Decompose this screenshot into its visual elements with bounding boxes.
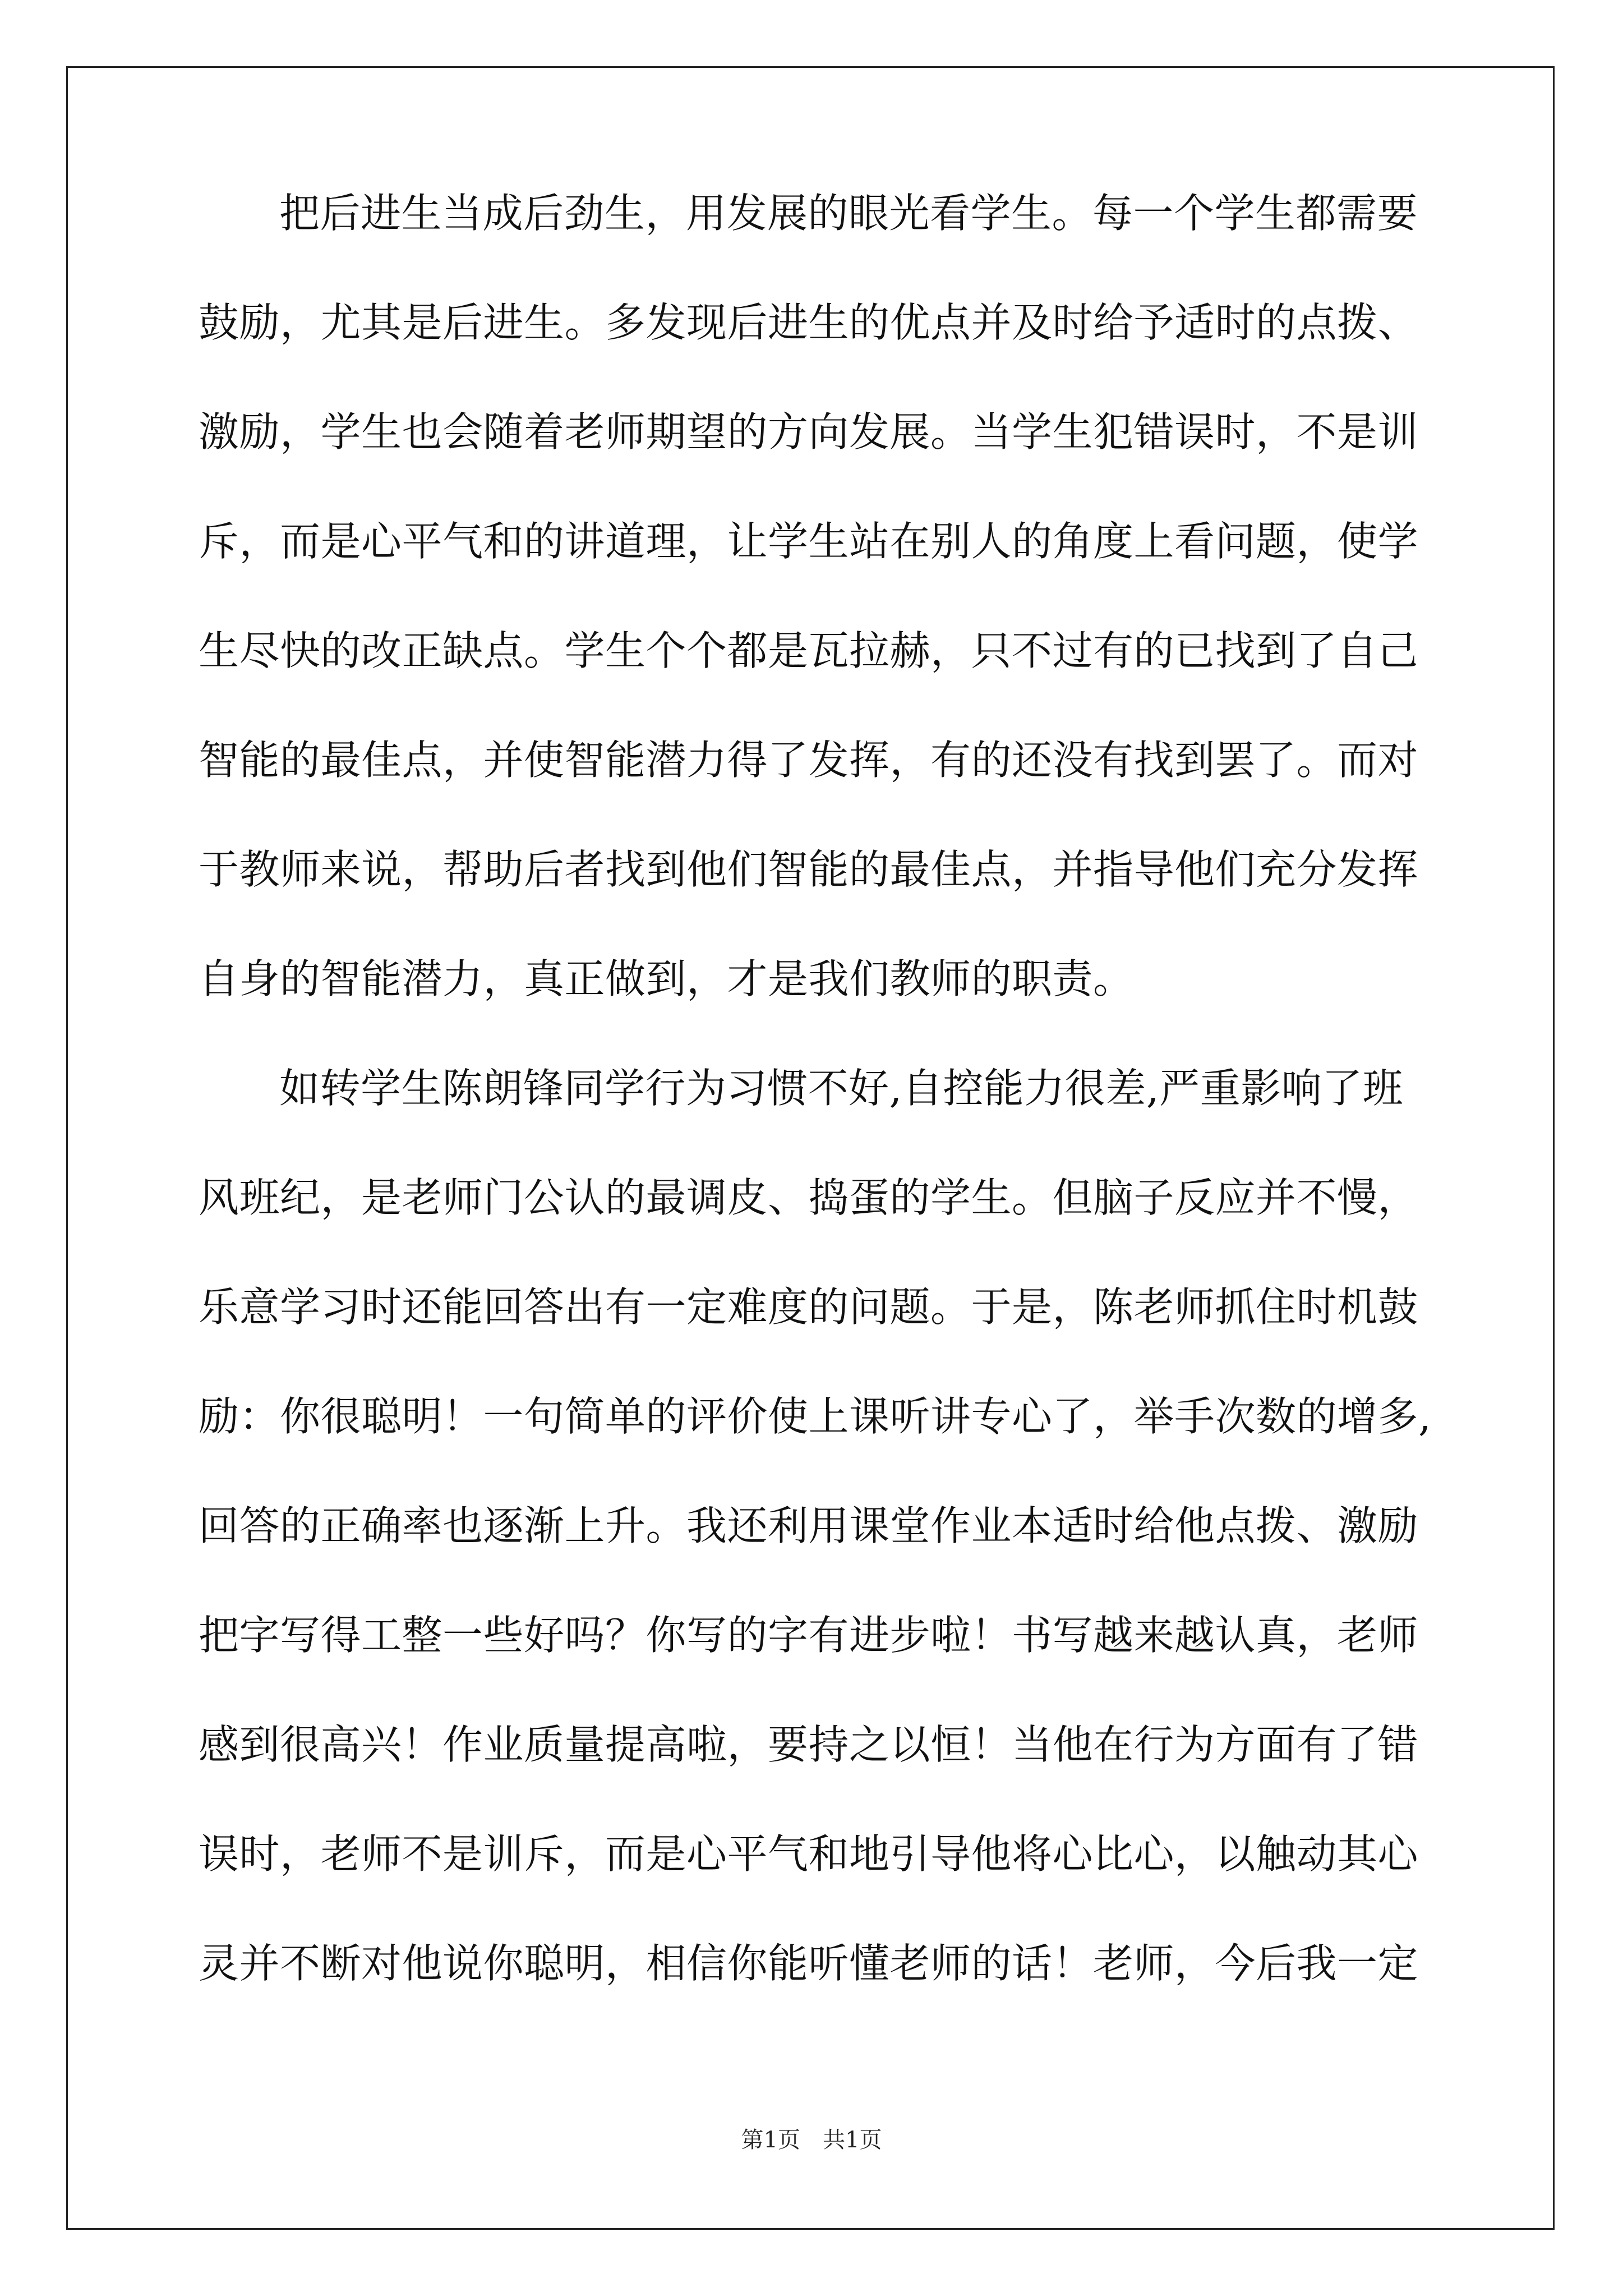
paragraph-1-line-6: 智能的最佳点，并使智能潜力得了发挥，有的还没有找到罢了。而对 <box>199 737 1419 784</box>
paragraph-2-line-3: 乐意学习时还能回答出有一定难度的问题。于是，陈老师抓住时机鼓 <box>199 1283 1419 1331</box>
paragraph-2-line-1: 如转学生陈朗锋同学行为习惯不好,自控能力很差,严重影响了班 <box>279 1065 1404 1112</box>
paragraph-2-line-5: 回答的正确率也逐渐上升。我还利用课堂作业本适时给他点拨、激励 <box>199 1502 1419 1549</box>
paragraph-2-line-8: 误时，老师不是训斥，而是心平气和地引导他将心比心，以触动其心 <box>199 1830 1419 1878</box>
paragraph-1-line-7: 于教师来说，帮助后者找到他们智能的最佳点，并指导他们充分发挥 <box>199 846 1419 893</box>
paragraph-1-line-4: 斥，而是心平气和的讲道理，让学生站在别人的角度上看问题，使学 <box>199 518 1419 565</box>
paragraph-2-line-9: 灵并不断对他说你聪明，相信你能听懂老师的话！老师，今后我一定 <box>199 1940 1419 1987</box>
paragraph-1-line-3: 激励，学生也会随着老师期望的方向发展。当学生犯错误时，不是训 <box>199 408 1419 455</box>
paragraph-1-line-2: 鼓励，尤其是后进生。多发现后进生的优点并及时给予适时的点拨、 <box>199 299 1419 346</box>
page-number-footer: 第1页 共1页 <box>741 2127 882 2153</box>
page-border <box>66 66 1555 2230</box>
paragraph-1-line-5: 生尽快的改正缺点。学生个个都是瓦拉赫，只不过有的已找到了自己 <box>199 627 1419 674</box>
paragraph-2-line-7: 感到很高兴！作业质量提高啦，要持之以恒！当他在行为方面有了错 <box>199 1721 1419 1768</box>
paragraph-2-line-4: 励：你很聪明！一句简单的评价使上课听讲专心了，举手次数的增多, <box>199 1393 1432 1440</box>
paragraph-1-line-1: 把后进生当成后劲生，用发展的眼光看学生。每一个学生都需要 <box>279 190 1418 237</box>
paragraph-2-line-2: 风班纪，是老师门公认的最调皮、捣蛋的学生。但脑子反应并不慢， <box>199 1174 1419 1221</box>
paragraph-2-line-6: 把字写得工整一些好吗？你写的字有进步啦！书写越来越认真，老师 <box>199 1612 1419 1659</box>
paragraph-1-line-8: 自身的智能潜力，真正做到，才是我们教师的职责。 <box>199 955 1134 1002</box>
